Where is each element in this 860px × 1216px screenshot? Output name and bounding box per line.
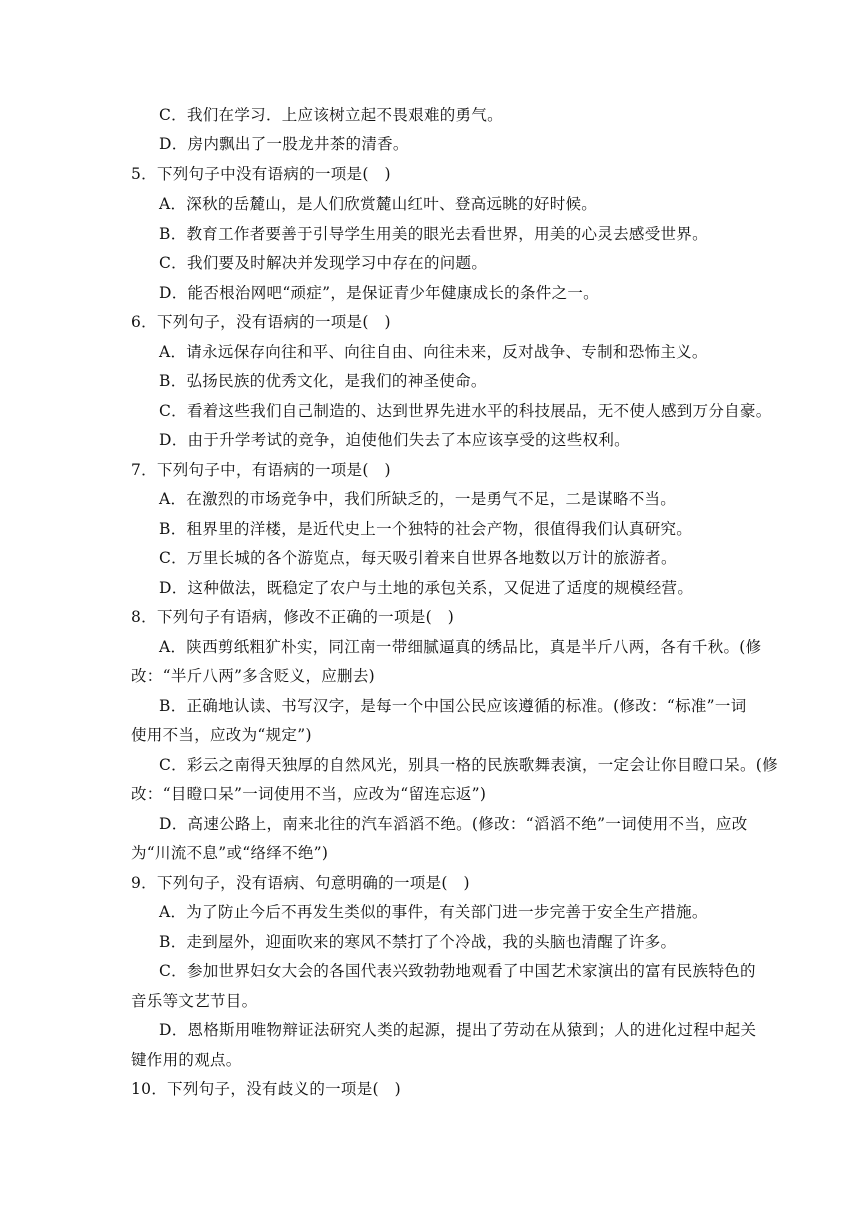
question-8: 8．下列句子有语病，修改不正确的一项是( ) xyxy=(131,608,455,626)
option-6c: C．看着这些我们自己制造的、达到世界先进水平的科技展品，无不使人感到万分自豪。 xyxy=(159,402,772,420)
option-8a: A．陕西剪纸粗犷朴实，同江南一带细腻逼真的绣品比，真是半斤八两，各有千秋。(修 xyxy=(159,638,762,656)
option-9a: A．为了防止今后不再发生类似的事件，有关部门进一步完善于安全生产措施。 xyxy=(159,903,708,921)
option-8b: B．正确地认读、书写汉字，是每一个中国公民应该遵循的标准。(修改：“标准”一词 xyxy=(159,697,747,715)
option-7d: D．这种做法，既稳定了农户与土地的承包关系，又促进了适度的规模经营。 xyxy=(159,579,694,597)
option-9d-continued: 键作用的观点。 xyxy=(131,1051,242,1069)
question-7: 7．下列句子中，有语病的一项是( ) xyxy=(131,461,391,479)
question-10: 10．下列句子，没有歧义的一项是( ) xyxy=(131,1080,402,1098)
option-9c-continued: 音乐等文艺节目。 xyxy=(131,992,258,1010)
option-7b: B．租界里的洋楼，是近代史上一个独特的社会产物，很值得我们认真研究。 xyxy=(159,520,693,538)
option-5d: D．能否根治网吧“顽症”，是保证青少年健康成长的条件之一。 xyxy=(159,284,599,302)
option-5b: B．教育工作者要善于引导学生用美的眼光去看世界，用美的心灵去感受世界。 xyxy=(159,225,708,243)
question-5: 5．下列句子中没有语病的一项是( ) xyxy=(131,165,391,183)
option-7c: C．万里长城的各个游览点，每天吸引着来自世界各地数以万计的旅游者。 xyxy=(159,549,677,567)
option-8d-continued: 为“川流不息”或“络绎不绝”) xyxy=(131,844,329,862)
option-9d: D．恩格斯用唯物辩证法研究人类的起源，提出了劳动在从猿到；人的进化过程中起关 xyxy=(159,1021,757,1039)
option-6a: A．请永远保存向往和平、向往自由、向往未来，反对战争、专制和恐怖主义。 xyxy=(159,343,708,361)
option-8c: C．彩云之南得天独厚的自然风光，别具一格的民族歌舞表演，一定会让你目瞪口呆。(修 xyxy=(159,756,778,774)
question-6: 6．下列句子，没有语病的一项是( ) xyxy=(131,313,391,331)
option-4c: C．我们在学习．上应该树立起不畏艰难的勇气。 xyxy=(159,106,503,124)
option-8a-continued: 改：“半斤八两”多含贬义，应删去) xyxy=(131,667,375,685)
option-9c: C．参加世界妇女大会的各国代表兴致勃勃地观看了中国艺术家演出的富有民族特色的 xyxy=(159,962,756,980)
option-7a: A．在激烈的市场竞争中，我们所缺乏的，一是勇气不足，二是谋略不当。 xyxy=(159,490,677,508)
option-4d: D．房内飘出了一股龙井茶的清香。 xyxy=(159,135,409,153)
option-9b: B．走到屋外，迎面吹来的寒风不禁打了个冷战，我的头脑也清醒了许多。 xyxy=(159,933,677,951)
option-6b: B．弘扬民族的优秀文化，是我们的神圣使命。 xyxy=(159,372,487,390)
option-6d: D．由于升学考试的竞争，迫使他们失去了本应该享受的这些权利。 xyxy=(159,431,630,449)
option-8b-continued: 使用不当，应改为“规定”) xyxy=(131,726,312,744)
option-5a: A．深秋的岳麓山，是人们欣赏麓山红叶、登高远眺的好时候。 xyxy=(159,195,598,213)
option-8c-continued: 改：“目瞪口呆”一词使用不当，应改为“留连忘返”) xyxy=(131,785,487,803)
option-5c: C．我们要及时解决并发现学习中存在的问题。 xyxy=(159,254,488,272)
question-9: 9．下列句子，没有语病、句意明确的一项是( ) xyxy=(131,874,470,892)
option-8d: D．高速公路上，南来北往的汽车滔滔不绝。(修改：“滔滔不绝”一词使用不当，应改 xyxy=(159,815,748,833)
